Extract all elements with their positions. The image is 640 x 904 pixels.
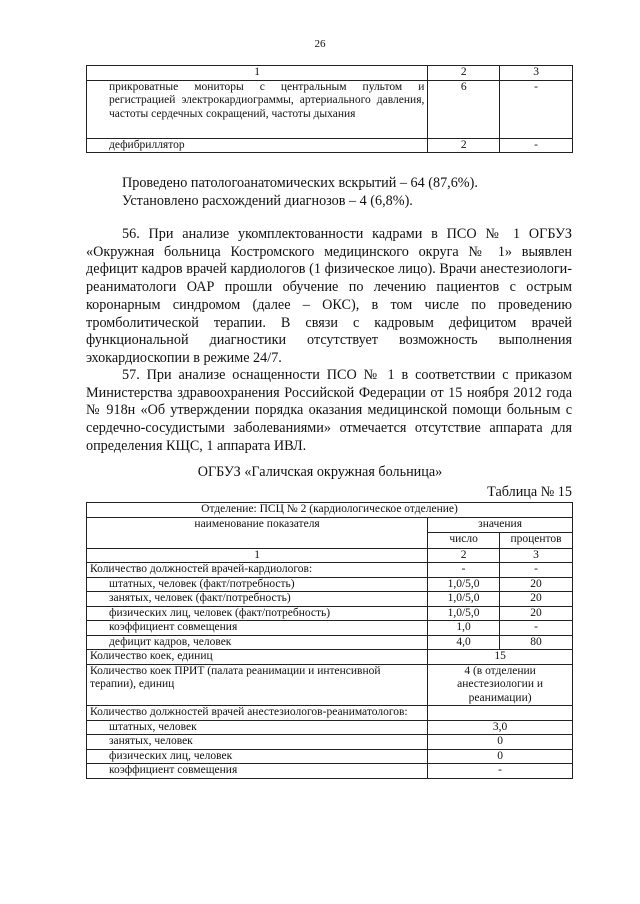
table-row xyxy=(87,606,573,621)
table-header-row xyxy=(87,517,573,533)
row-value: 6 xyxy=(428,80,500,138)
table-row xyxy=(87,138,573,153)
paragraph-56: 56. При анализе укомплектованности кадрами в ПСО № 1 ОГБУЗ «Окружная больница Костромского медицинского округа № 1» выявлен дефицит кадров врачей кардиологов (1 физическое лицо). Врачи анестезиологи-реаниматологи ОАР прошли обучение по лечению пациентов с острым коронарным синдромом (далее – ОКС), в том числе по проведению тромболитической терапии. В связи с кадровым дефицитом врачей функциональной диагностики отсутствует возможность выполнения эхокардиоскопии в режиме 24/7. xyxy=(86,226,572,366)
column-number-row xyxy=(87,548,573,563)
table-row xyxy=(87,664,573,706)
col-name-header: наименование показателя xyxy=(87,517,428,548)
row-name: физических лиц, человек (факт/потребность) xyxy=(87,606,428,621)
page-number: 26 xyxy=(314,38,326,50)
col-percent-header: процентов xyxy=(500,533,573,549)
paragraph-discrepancy: Установлено расхождений диагнозов – 4 (6,8%). xyxy=(122,193,413,209)
row-name: физических лиц, человек xyxy=(87,749,428,764)
table-row xyxy=(87,80,573,138)
row-percent: - xyxy=(500,563,573,578)
row-value: 3,0 xyxy=(428,720,573,735)
row-value: 0 xyxy=(428,749,573,764)
row-count: 1,0/5,0 xyxy=(428,592,500,607)
row-value: 2 xyxy=(428,138,500,153)
row-value: - xyxy=(428,764,573,779)
table-row xyxy=(87,706,573,721)
row-name: дефибриллятор xyxy=(87,138,428,153)
column-number: 2 xyxy=(428,548,500,563)
col-values-header: значения xyxy=(428,517,573,533)
staffing-table-15 xyxy=(86,502,573,779)
row-value: 0 xyxy=(428,735,573,750)
row-value: - xyxy=(500,138,573,153)
department-row xyxy=(87,503,573,518)
row-count: - xyxy=(428,563,500,578)
column-number: 1 xyxy=(87,548,428,563)
table-row xyxy=(87,650,573,665)
row-name: занятых, человек (факт/потребность) xyxy=(87,592,428,607)
table-row xyxy=(87,764,573,779)
header-cell: 2 xyxy=(428,66,500,81)
paragraph-autopsy: Проведено патологоанатомических вскрытий – 64 (87,6%). xyxy=(122,175,478,191)
row-count: 4,0 xyxy=(428,635,500,650)
row-percent: 20 xyxy=(500,606,573,621)
equipment-table-continued xyxy=(86,65,573,153)
organization-title: ОГБУЗ «Галичская окружная больница» xyxy=(197,464,443,480)
row-name: Количество коек, единиц xyxy=(87,650,428,665)
row-name: дефицит кадров, человек xyxy=(87,635,428,650)
table-row xyxy=(87,735,573,750)
row-value: 4 (в отделении анестезиологии и реанимации) xyxy=(428,664,573,706)
row-value xyxy=(428,706,573,721)
row-percent: 20 xyxy=(500,592,573,607)
row-name: прикроватные мониторы с центральным пультом и регистрацией электрокардиограммы, артериального давления, частоты сердечных сокращений, частоты дыхания xyxy=(87,80,428,138)
row-count: 1,0/5,0 xyxy=(428,577,500,592)
row-percent: 20 xyxy=(500,577,573,592)
row-name: штатных, человек xyxy=(87,720,428,735)
row-name: Количество коек ПРИТ (палата реанимации и интенсивной терапии), единиц xyxy=(87,664,428,706)
row-name: Количество должностей врачей анестезиологов-реаниматологов: xyxy=(87,706,428,721)
table-row xyxy=(87,635,573,650)
table-label: Таблица № 15 xyxy=(487,484,572,500)
row-percent: - xyxy=(500,621,573,636)
row-name: занятых, человек xyxy=(87,735,428,750)
table-header-row xyxy=(87,66,573,81)
row-count: 1,0/5,0 xyxy=(428,606,500,621)
row-value: - xyxy=(500,80,573,138)
row-name: коэффициент совмещения xyxy=(87,764,428,779)
header-cell: 3 xyxy=(500,66,573,81)
department-cell: Отделение: ПСЦ № 2 (кардиологическое отделение) xyxy=(87,503,573,518)
table-row xyxy=(87,577,573,592)
row-name: коэффициент совмещения xyxy=(87,621,428,636)
header-cell: 1 xyxy=(87,66,428,81)
row-count: 1,0 xyxy=(428,621,500,636)
table-row xyxy=(87,720,573,735)
col-count-header: число xyxy=(428,533,500,549)
row-name: штатных, человек (факт/потребность) xyxy=(87,577,428,592)
row-value: 15 xyxy=(428,650,573,665)
column-number: 3 xyxy=(500,548,573,563)
paragraph-57: 57. При анализе оснащенности ПСО № 1 в соответствии с приказом Министерства здравоохранения Российской Федерации от 15 ноября 2012 года № 918н «Об утверждении порядка оказания медицинской помощи больным с сердечно-сосудистыми заболеваниями» отмечается отсутствие аппарата для определения КЩС, 1 аппарата ИВЛ. xyxy=(86,367,572,454)
table-row xyxy=(87,563,573,578)
table-row xyxy=(87,592,573,607)
row-name: Количество должностей врачей-кардиологов: xyxy=(87,563,428,578)
table-row xyxy=(87,749,573,764)
row-percent: 80 xyxy=(500,635,573,650)
table-row xyxy=(87,621,573,636)
